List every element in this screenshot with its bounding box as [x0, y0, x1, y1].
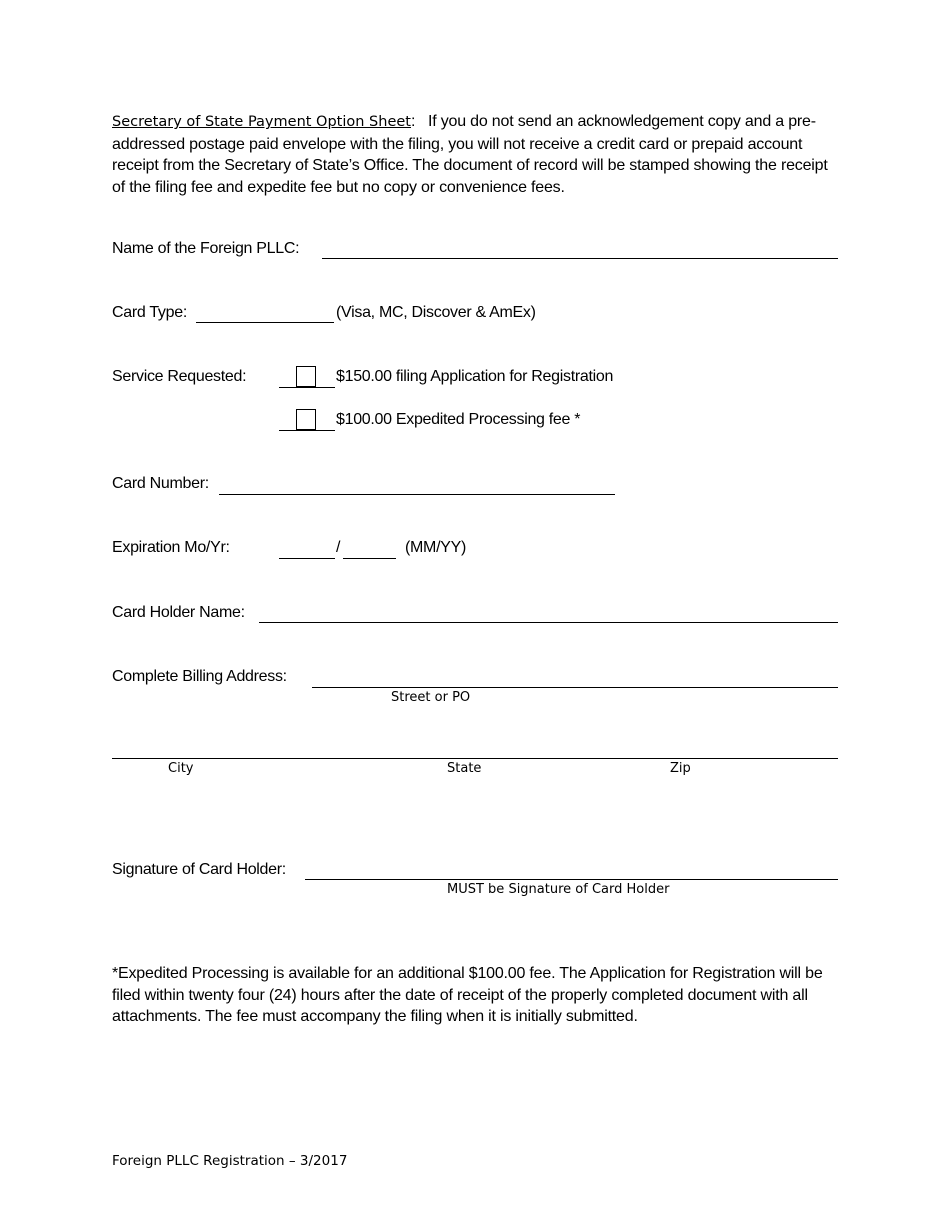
street-caption: Street or PO [391, 690, 471, 705]
intro-text: If you do not send an acknowledgement copy and a pre-addressed postage paid envelope with the filing, you will not receive a credit card or prepaid account receipt from the Secretary of State’s Office. The document of record will be stamped showing the receipt of the filing fee and expedite fee but no copy or convenience fees. [112, 113, 828, 196]
billing-street-field[interactable] [312, 687, 838, 688]
card-holder-name-label: Card Holder Name: [112, 604, 245, 621]
page-footer: Foreign PLLC Registration – 3/2017 [112, 1153, 348, 1169]
pllc-name-label: Name of the Foreign PLLC: [112, 240, 300, 257]
service-option-2-underline [279, 430, 335, 431]
intro-paragraph [112, 111, 840, 198]
footnote-text: Expedited Processing is available for an additional $100.00 fee. The Application for Registration will be filed within twenty four (24) hours after the date of receipt of the properly completed document with all attachments. The fee must accompany the filing when it is initially submitted. [112, 965, 823, 1025]
intro-heading-colon: : [410, 113, 416, 130]
expiration-separator: / [336, 539, 341, 556]
card-type-hint: (Visa, MC, Discover & AmEx) [336, 304, 536, 321]
card-number-label: Card Number: [112, 475, 209, 492]
service-option-2-label: $100.00 Expedited Processing fee * [336, 411, 581, 428]
service-option-1-checkbox[interactable] [296, 366, 316, 387]
footnote-star: * [112, 965, 119, 982]
card-number-field[interactable] [219, 494, 615, 495]
card-type-label: Card Type: [112, 304, 187, 321]
card-type-field[interactable] [196, 322, 334, 323]
signature-label: Signature of Card Holder: [112, 861, 286, 878]
city-caption: City [168, 761, 194, 776]
billing-city-state-zip-field[interactable] [112, 758, 838, 759]
expiration-label: Expiration Mo/Yr: [112, 539, 230, 556]
service-option-1-label: $150.00 filing Application for Registration [336, 368, 614, 385]
intro-heading: Secretary of State Payment Option Sheet [112, 114, 411, 130]
service-option-2-checkbox[interactable] [296, 409, 316, 430]
expiration-month-field[interactable] [279, 558, 335, 559]
pllc-name-field[interactable] [322, 258, 838, 259]
expiration-year-field[interactable] [343, 558, 396, 559]
signature-caption: MUST be Signature of Card Holder [447, 882, 670, 897]
service-requested-label: Service Requested: [112, 368, 247, 385]
zip-caption: Zip [670, 761, 691, 776]
signature-field[interactable] [305, 879, 838, 880]
service-option-1-underline [279, 387, 335, 388]
state-caption: State [447, 761, 482, 776]
expiration-hint: (MM/YY) [405, 539, 467, 556]
card-holder-name-field[interactable] [259, 622, 838, 623]
expedited-footnote [112, 963, 840, 1028]
billing-address-label: Complete Billing Address: [112, 668, 287, 685]
